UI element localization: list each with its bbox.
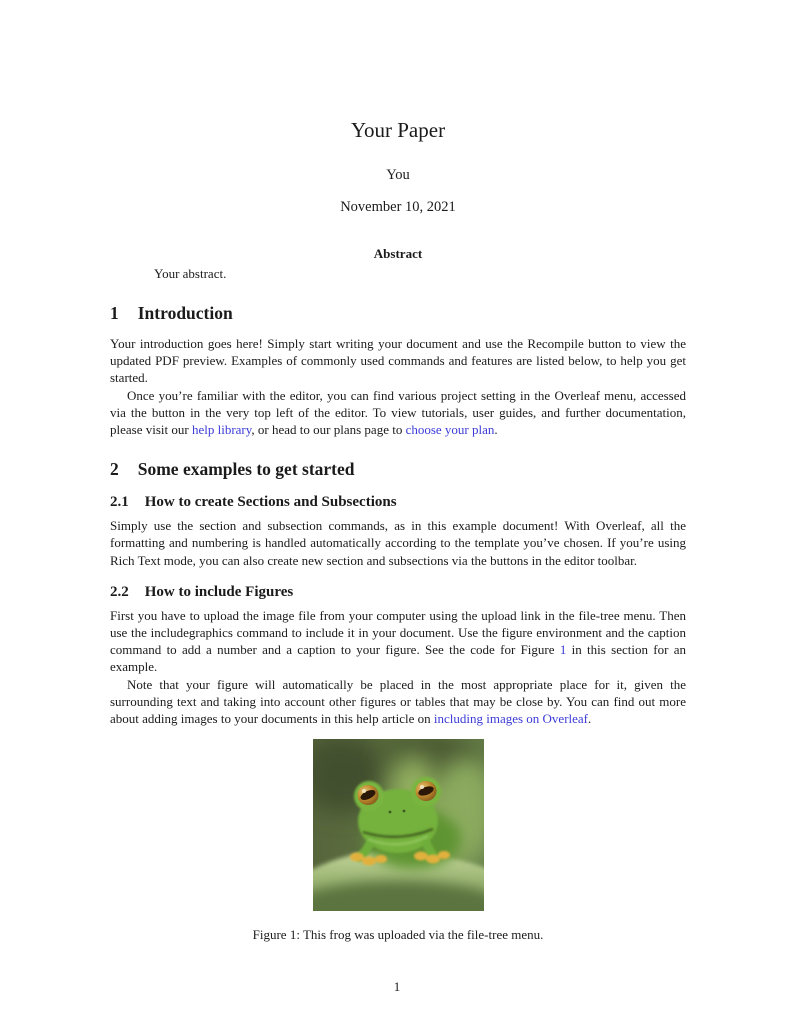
page-number: 1 xyxy=(393,979,401,994)
text-run: Simply use the section and subsection commands, as in this example document! With Overleaf, all the formatting and numbering is handled automatically according to the template you’ve chosen. If you’re using Rich Text mode, you can also create new section and subsections via the buttons in the editor toolbar. xyxy=(110,518,686,568)
intro-paragraph-2 xyxy=(110,387,686,439)
text-run: First you have to upload the image file from your computer using the upload link in the file-tree menu. Then use the includegraphics command to include it in your document. Use the figure environment and the caption command to add a number and a caption to your figure. See the code for Figure xyxy=(110,607,686,658)
figures-paragraph-1 xyxy=(110,607,686,676)
figure-1-caption: Figure 1: This frog was uploaded via the file-tree menu. xyxy=(252,927,544,943)
inline-link[interactable]: choose your plan xyxy=(405,422,495,438)
subsection-2-1-title: How to create Sections and Subsections xyxy=(144,494,397,511)
subsection-2-2-heading xyxy=(110,583,686,601)
section-2-number: 2 xyxy=(110,459,119,480)
inline-link[interactable]: including images on Overleaf xyxy=(433,711,589,727)
text-run: , or head to our plans page to xyxy=(251,422,406,438)
paper-author: You xyxy=(386,167,410,183)
section-1-number: 1 xyxy=(110,303,119,323)
figure-1 xyxy=(110,739,686,911)
inline-link[interactable]: help library xyxy=(191,422,252,438)
subsection-2-2-number: 2.2 xyxy=(110,583,129,600)
subsection-2-2-title: How to include Figures xyxy=(144,583,294,600)
subsection-2-1-paragraph xyxy=(110,517,686,569)
intro-paragraph-1 xyxy=(110,335,686,387)
text-run: Once you’re familiar with the editor, you can find various project setting in the Overleaf menu, accessed via the button in the very top left of the editor. To view tutorials, user guides, and further documentation, please visit our xyxy=(110,387,686,438)
text-run: Note that your figure will automatically be placed in the most appropriate place for it, given the surrounding text and taking into account other figures or tables that may be close by. You can find out more about adding images to your documents in this help article on xyxy=(110,676,686,727)
text-run: in this section for an example. xyxy=(110,642,686,675)
document-content xyxy=(110,0,686,943)
frog-photo-image xyxy=(313,739,484,911)
figures-paragraph-2 xyxy=(110,676,686,728)
abstract-heading: Abstract xyxy=(373,246,423,261)
subsection-2-1-heading xyxy=(110,493,686,511)
paper-title: Your Paper xyxy=(350,118,446,142)
paper-date: November 10, 2021 xyxy=(340,199,456,215)
section-2-heading xyxy=(110,459,686,480)
section-1-title: Introduction xyxy=(137,303,233,323)
section-2-title: Some examples to get started xyxy=(137,459,355,480)
subsection-2-1-number: 2.1 xyxy=(110,494,129,511)
section-1-heading xyxy=(110,303,686,324)
inline-link[interactable]: 1 xyxy=(559,642,567,658)
text-run: . xyxy=(588,711,592,727)
text-run: Your introduction goes here! Simply start writing your document and use the Recompile button to view the updated PDF preview. Examples of commonly used commands and features are listed below, to help you get started. xyxy=(110,336,686,386)
abstract-text: Your abstract. xyxy=(154,266,227,281)
text-run: . xyxy=(494,422,498,438)
